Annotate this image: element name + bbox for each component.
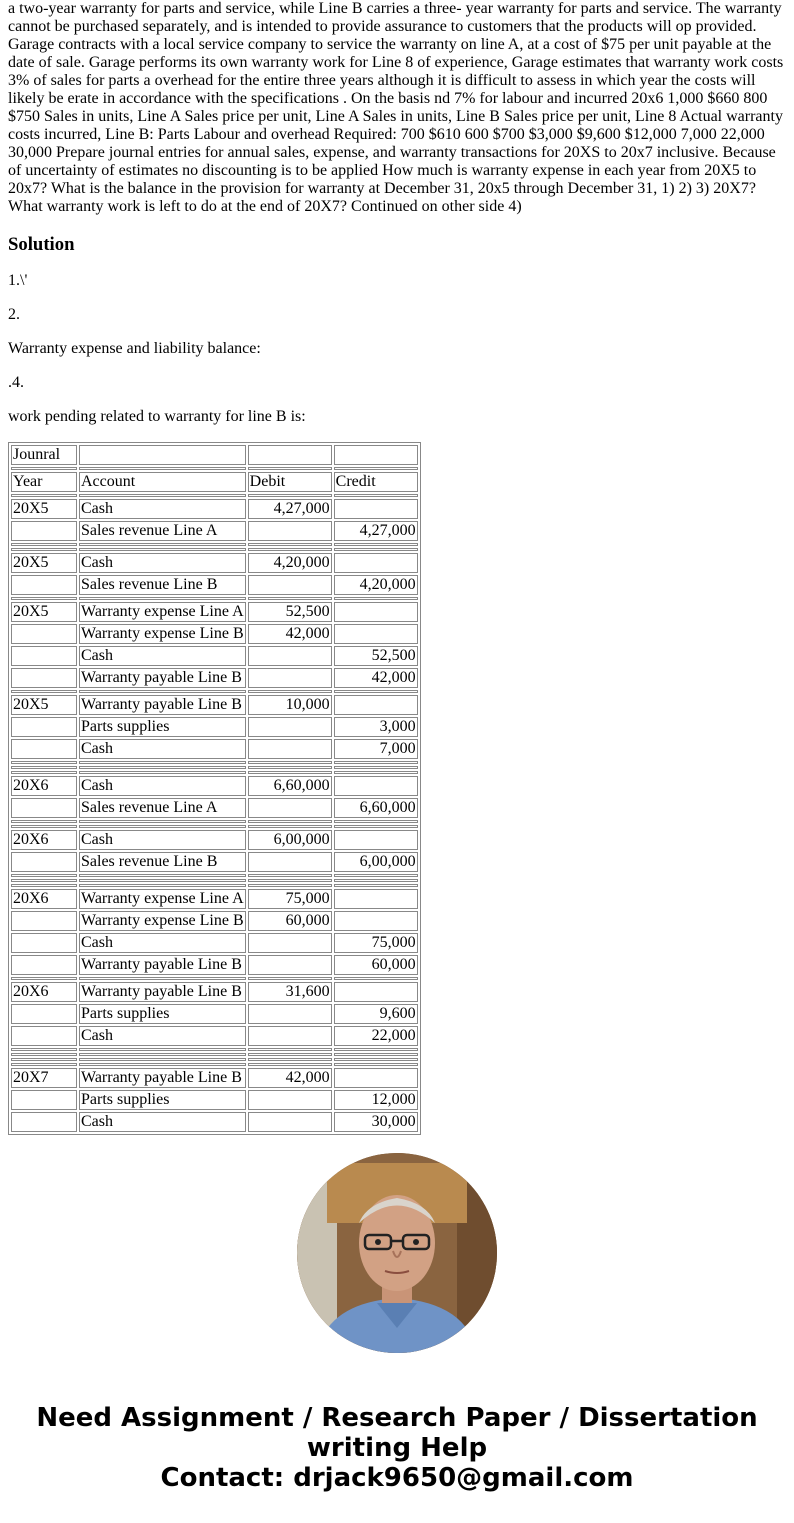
journal-body	[11, 445, 418, 1132]
year-cell	[11, 1090, 77, 1110]
journal-header-row	[11, 472, 418, 492]
separator-row	[11, 761, 418, 764]
journal-row	[11, 1090, 418, 1110]
journal-row	[11, 852, 418, 872]
account-cell: Warranty payable Line B	[79, 982, 246, 1002]
credit-cell: 60,000	[334, 955, 418, 975]
journal-row	[11, 695, 418, 715]
debit-cell	[248, 668, 332, 688]
journal-row	[11, 776, 418, 796]
account-cell: Parts supplies	[79, 717, 246, 737]
account-cell: Warranty expense Line B	[81, 625, 244, 642]
answer-3: Warranty expense and liability balance:	[8, 340, 261, 357]
credit-cell	[334, 776, 418, 796]
account-cell: Sales revenue Line B	[79, 575, 246, 595]
author-avatar	[297, 1153, 497, 1353]
year-cell	[11, 575, 77, 595]
answer-4: .4.	[8, 374, 24, 391]
debit-cell	[248, 852, 332, 872]
year-cell: 20X7	[11, 1068, 77, 1088]
journal-row	[11, 830, 418, 850]
separator-row	[11, 820, 418, 823]
separator-row	[11, 771, 418, 774]
account-cell: Sales revenue Line B	[79, 852, 246, 872]
year-cell	[11, 668, 77, 688]
credit-cell	[334, 553, 418, 573]
promo-contact: Contact: drjack9650@gmail.com	[160, 1463, 634, 1493]
journal-row	[11, 798, 418, 818]
answer-2: 2.	[8, 306, 20, 323]
credit-cell	[334, 1068, 418, 1088]
account-cell: Cash	[79, 739, 246, 759]
journal-title-row	[11, 445, 418, 465]
year-cell: 20X6	[11, 776, 77, 796]
credit-cell: 9,600	[334, 1004, 418, 1024]
year-cell	[11, 852, 77, 872]
credit-cell	[334, 602, 418, 622]
credit-cell: 6,00,000	[334, 852, 418, 872]
year-cell	[11, 1004, 77, 1024]
journal-row	[11, 982, 418, 1002]
year-cell	[11, 911, 77, 931]
account-cell: Cash	[79, 1112, 246, 1132]
debit-cell: 60,000	[248, 911, 332, 931]
debit-cell	[248, 1112, 332, 1132]
separator-row	[11, 494, 418, 497]
credit-cell: 42,000	[334, 668, 418, 688]
separator-row	[11, 548, 418, 551]
separator-row	[11, 1053, 418, 1056]
journal-row	[11, 575, 418, 595]
year-cell	[11, 717, 77, 737]
year-cell: 20X6	[11, 830, 77, 850]
account-cell: Cash	[79, 776, 246, 796]
separator-row	[11, 597, 418, 600]
year-cell: 20X6	[11, 889, 77, 909]
separator-row	[11, 879, 418, 882]
year-cell: 20X5	[11, 553, 77, 573]
separator-row	[11, 977, 418, 980]
year-cell	[11, 933, 77, 953]
credit-cell: 75,000	[334, 933, 418, 953]
debit-cell: 6,00,000	[248, 830, 332, 850]
debit-cell: 75,000	[248, 889, 332, 909]
account-cell: Cash	[79, 553, 246, 573]
debit-cell: 10,000	[248, 695, 332, 715]
journal-row	[11, 1068, 418, 1088]
year-cell	[11, 739, 77, 759]
credit-cell: 7,000	[334, 739, 418, 759]
journal-row	[11, 646, 418, 666]
account-cell: Parts supplies	[79, 1090, 246, 1110]
credit-cell	[334, 982, 418, 1002]
journal-row	[11, 521, 418, 541]
separator-row	[11, 874, 418, 877]
account-cell: Cash	[79, 933, 246, 953]
credit-cell	[334, 830, 418, 850]
debit-cell	[248, 646, 332, 666]
account-cell: Warranty payable Line B	[79, 955, 246, 975]
header-debit: Debit	[248, 472, 332, 492]
debit-cell: 31,600	[248, 982, 332, 1002]
author-photo	[297, 1153, 497, 1353]
account-cell: Warranty payable Line B	[79, 668, 246, 688]
answer-5: work pending related to warranty for line B is:	[8, 408, 306, 425]
journal-row	[11, 1112, 418, 1132]
separator-row	[11, 884, 418, 887]
account-cell: Cash	[79, 646, 246, 666]
journal-row	[11, 624, 418, 644]
header-year: Year	[11, 472, 77, 492]
debit-cell	[248, 798, 332, 818]
journal-row	[11, 499, 418, 519]
question-text: a two-year warranty for parts and service, while Line B carries a three- year warranty for parts and service. The warranty cannot be purchased separately, and is intended to provide assurance to customers that the products will op provided. Garage contracts with a local service company to service the warranty on line A, at a cost of $75 per unit payable at the date of sale. Garage performs its own warranty work for Line 8 of experience, Garage estimates that warranty work costs 3% of sales for parts a overhead for the entire three years although it is difficult to assess in which year the costs will likely be erate in accordance with the specifications . On the basis nd 7% for labour and incurred 20x6 1,000 $660 800 $750 Sales in units, Line A Sales price per unit, Line A Sales in units, Line B Sales price per unit, Line 8 Actual warranty costs incurred, Line B: Parts Labour and overhead Required: 700 $610 600 $700 $3,000 $9,600 $12,000 7,000 22,000 30,000 Prepare journal entries for annual sales, expense, and warranty transactions for 20XS to 20x7 inclusive. Because of uncertainty of estimates no discounting is to be applied How much is warranty expense in each year from 20X5 to 20x7? What is the balance in the provision for warranty at December 31, 20x5 through December 31, 1) 2) 3) 20X7? What warranty work is left to do at the end of 20X7? Continued on other side 4)	[8, 0, 784, 215]
debit-cell: 6,60,000	[248, 776, 332, 796]
credit-cell: 22,000	[334, 1026, 418, 1046]
year-cell	[11, 624, 77, 644]
promo-line-2: writing Help	[306, 1433, 488, 1463]
credit-cell	[334, 499, 418, 519]
credit-cell: 4,20,000	[334, 575, 418, 595]
separator-row	[11, 1048, 418, 1051]
debit-cell	[248, 1004, 332, 1024]
header-credit: Credit	[334, 472, 418, 492]
promo-banner	[0, 1403, 794, 1493]
separator-row	[11, 690, 418, 693]
credit-cell: 4,27,000	[334, 521, 418, 541]
debit-cell	[248, 575, 332, 595]
journal-row	[11, 933, 418, 953]
journal-row	[11, 668, 418, 688]
year-cell	[11, 646, 77, 666]
credit-cell	[334, 624, 418, 644]
account-cell: Cash	[79, 830, 246, 850]
debit-cell	[248, 955, 332, 975]
year-cell: 20X5	[11, 499, 77, 519]
separator-row	[11, 825, 418, 828]
account-cell: Cash	[79, 1026, 246, 1046]
journal-row	[11, 911, 418, 931]
account-cell: Warranty expense Line A	[81, 603, 244, 620]
separator-row	[11, 766, 418, 769]
credit-cell	[334, 695, 418, 715]
journal-row	[11, 1026, 418, 1046]
journal-row	[11, 1004, 418, 1024]
journal-title: Jounral	[11, 445, 77, 465]
journal-row	[11, 602, 418, 622]
debit-cell	[248, 717, 332, 737]
debit-cell	[248, 739, 332, 759]
credit-cell: 30,000	[334, 1112, 418, 1132]
debit-cell: 42,000	[248, 624, 332, 644]
debit-cell: 4,20,000	[248, 553, 332, 573]
credit-cell	[334, 889, 418, 909]
year-cell	[11, 521, 77, 541]
credit-cell	[334, 911, 418, 931]
account-cell: Warranty expense Line A	[81, 890, 244, 907]
journal-row	[11, 955, 418, 975]
debit-cell	[248, 521, 332, 541]
year-cell: 20X5	[11, 695, 77, 715]
account-cell: Warranty payable Line B	[79, 1068, 246, 1088]
account-cell: Warranty payable Line B	[79, 695, 246, 715]
year-cell	[11, 955, 77, 975]
debit-cell	[248, 1090, 332, 1110]
journal-row	[11, 889, 418, 909]
year-cell	[11, 798, 77, 818]
promo-line-1: Need Assignment / Research Paper / Dissertation	[36, 1403, 758, 1433]
account-cell: Warranty expense Line B	[81, 912, 244, 929]
credit-cell: 52,500	[334, 646, 418, 666]
credit-cell: 3,000	[334, 717, 418, 737]
year-cell	[11, 1026, 77, 1046]
answer-1: 1.\'	[8, 272, 28, 289]
debit-cell: 52,500	[248, 602, 332, 622]
solution-heading: Solution	[8, 234, 75, 255]
journal-row	[11, 739, 418, 759]
account-cell: Parts supplies	[79, 1004, 246, 1024]
journal-table	[8, 442, 421, 1135]
year-cell: 20X5	[11, 602, 77, 622]
separator-row	[11, 467, 418, 470]
debit-cell: 4,27,000	[248, 499, 332, 519]
debit-cell	[248, 933, 332, 953]
account-cell: Cash	[79, 499, 246, 519]
year-cell: 20X6	[11, 982, 77, 1002]
header-account: Account	[79, 472, 246, 492]
separator-row	[11, 543, 418, 546]
account-cell: Sales revenue Line A	[79, 521, 246, 541]
credit-cell: 12,000	[334, 1090, 418, 1110]
year-cell	[11, 1112, 77, 1132]
account-cell: Sales revenue Line A	[79, 798, 246, 818]
journal-row	[11, 717, 418, 737]
separator-row	[11, 1063, 418, 1066]
debit-cell	[248, 1026, 332, 1046]
debit-cell: 42,000	[248, 1068, 332, 1088]
credit-cell: 6,60,000	[334, 798, 418, 818]
journal-row	[11, 553, 418, 573]
separator-row	[11, 1058, 418, 1061]
